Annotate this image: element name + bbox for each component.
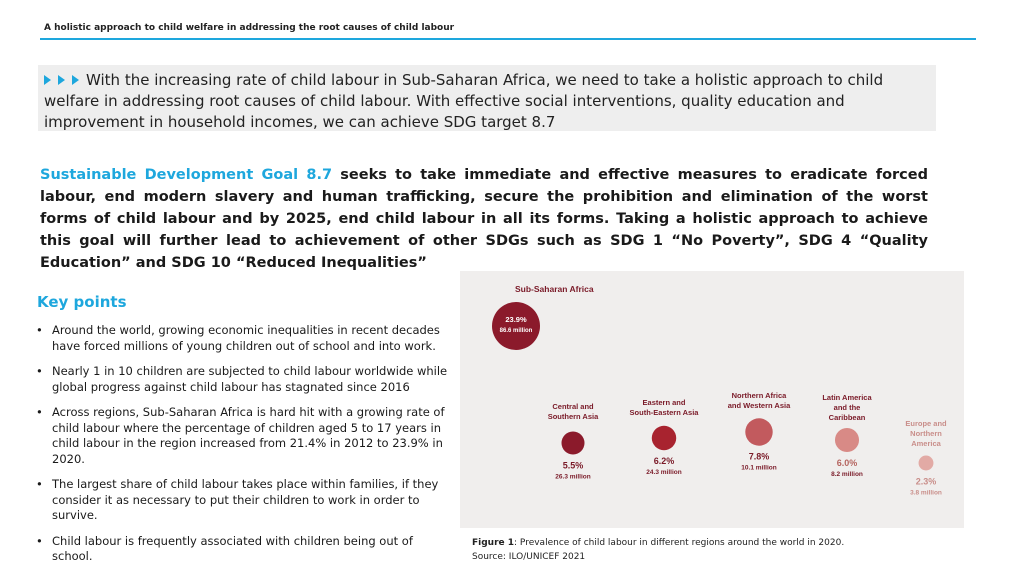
bullet-icon: • — [36, 477, 43, 491]
region-bubble — [919, 456, 934, 471]
region-bubble — [561, 431, 584, 454]
pct-label: 2.3% — [915, 476, 937, 487]
key-point-item: • Around the world, growing economic inequalities in recent decades have forced millions of young children out of school and into work. — [36, 323, 440, 353]
region-name: Southern Asia — [547, 412, 599, 421]
pct-label: 6.0% — [836, 458, 858, 469]
header-divider — [40, 38, 976, 40]
bullet-icon: • — [36, 533, 43, 548]
pct-label: 7.8% — [748, 451, 770, 462]
sdg-paragraph — [40, 164, 928, 274]
region-name: Northern — [910, 429, 942, 438]
key-point-item: • The largest share of child labour takes place within families, if they consider it as necessary to put their children to work in order to survive. — [36, 477, 439, 522]
region-name: Caribbean — [828, 413, 866, 422]
region-bubble — [835, 428, 859, 452]
count-label: 86.6 million — [499, 328, 533, 334]
caption-source: Source: ILO/UNICEF 2021 — [472, 552, 586, 562]
caption-label: Figure 1 — [472, 538, 515, 548]
key-points-list — [36, 323, 456, 575]
count-label: 26.3 million — [555, 473, 591, 481]
summary-callout — [38, 65, 936, 131]
count-label: 8.2 million — [831, 471, 863, 479]
key-point-item: • Across regions, Sub-Saharan Africa is hard hit with a growing rate of child labour where the percentage of children aged 5 to 17 years in child labour in the region increased from 21.4% in 2012 to 23.9% in 2020. — [36, 405, 445, 466]
bullet-icon: • — [36, 364, 43, 378]
figure-caption — [472, 536, 844, 564]
caption-text: : Prevalence of child labour in different regions around the world in 2020. — [514, 538, 845, 548]
region-name: Europe and — [905, 419, 947, 428]
triple-arrow-icon — [44, 70, 79, 91]
bubble-chart — [460, 271, 964, 528]
region-name: America — [911, 439, 941, 448]
sdg-text: seeks to take immediate and effective measures to eradicate forced labour, end modern slavery and human trafficking, secure the prohibition and elimination of the worst forms of child labour and by 2025, end child labour in all its forms. Taking a holistic approach to achieve this goal will further lead to achievement of other SDGs such as SDG 1 “No Poverty”, SDG 4 “Quality Education” and SDG 10 “Reduced Inequalities” — [40, 167, 928, 271]
key-point-item: • Child labour is frequently associated with children being out of school. — [36, 533, 413, 563]
bullet-icon: • — [36, 405, 43, 419]
pct-label: 6.2% — [653, 456, 675, 467]
region-name: South-Eastern Asia — [629, 408, 699, 417]
pct-label: 5.5% — [562, 460, 584, 471]
region-name: Central and — [552, 402, 594, 411]
count-label: 24.3 million — [646, 469, 682, 477]
key-point-item: • Nearly 1 in 10 children are subjected to child labour worldwide while global progress against child labour has stagnated since 2016 — [36, 364, 448, 394]
region-name: Latin America — [822, 393, 872, 402]
child-labour-figure — [460, 271, 964, 528]
region-bubble — [492, 302, 540, 350]
callout-text: With the increasing rate of child labour in Sub-Saharan Africa, we need to take a holistic approach to child welfare in addressing root causes of child labour. With effective social interventions, quality education and improvement in household incomes, we can achieve SDG target 8.7 — [44, 71, 884, 131]
region-name: Eastern and — [642, 398, 686, 407]
sdg-highlight: Sustainable Development Goal 8.7 — [40, 167, 333, 183]
key-points-title: Key points — [37, 293, 127, 311]
bullet-icon: • — [36, 323, 43, 337]
pct-label: 23.9% — [505, 315, 527, 324]
count-label: 10.1 million — [741, 464, 777, 472]
region-name: and the — [833, 403, 861, 412]
region-name: Northern Africa — [731, 391, 787, 400]
region-bubble — [652, 426, 676, 450]
region-bubble — [745, 418, 772, 445]
count-label: 3.8 million — [910, 489, 942, 497]
region-name: and Western Asia — [727, 401, 791, 410]
header-title: A holistic approach to child welfare in addressing the root causes of child labour — [44, 23, 455, 33]
chart-title: Sub-Saharan Africa — [515, 284, 594, 294]
